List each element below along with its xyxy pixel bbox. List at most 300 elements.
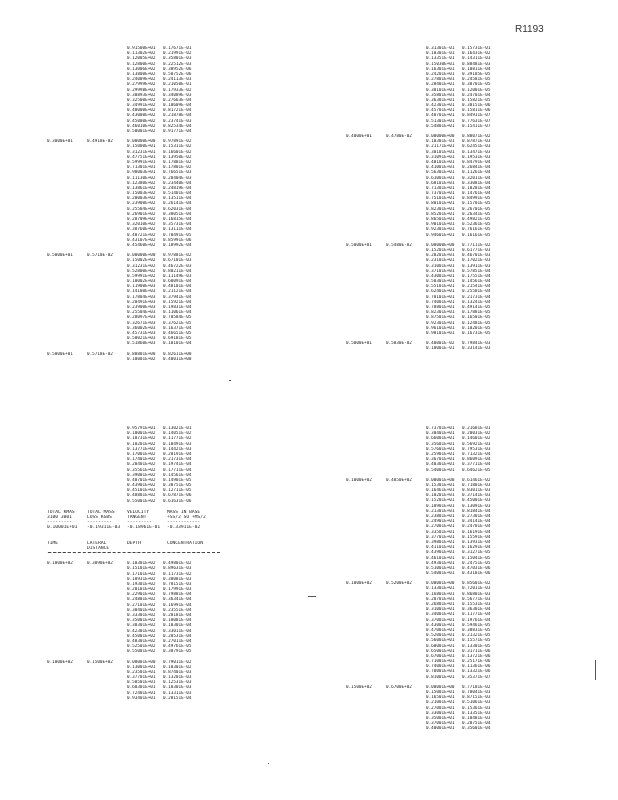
- value-cell: 0.30401E+02: [127, 607, 156, 613]
- value-cell: 0.51301E+01: [426, 118, 455, 124]
- label-blank: [346, 675, 386, 680]
- value-cell: 0.60091E-04: [163, 279, 192, 285]
- value-cell: 0.39185E-05: [462, 71, 491, 77]
- value-cell: 0.15811E-06: [462, 108, 491, 114]
- value-cell: 0.43001E+01: [426, 622, 455, 628]
- value-cell: 0.31231E+01: [127, 149, 156, 155]
- label-blank: [87, 499, 127, 504]
- value-cell: 0.83011E-03: [462, 488, 491, 494]
- value-cell: 0.39801E+01: [426, 539, 455, 545]
- value-cell: 0.15531E-03: [462, 602, 491, 607]
- value-cell: 0.24581E-05: [462, 77, 491, 83]
- final-cell: [87, 357, 127, 362]
- label-blank: [386, 124, 426, 129]
- value-cell: 0.19761E-04: [462, 617, 491, 623]
- value-cell: 0.21121E-04: [163, 289, 192, 295]
- value-cell: 0.35371E-07: [462, 674, 491, 680]
- value-cell: 0.51401E-04: [163, 191, 192, 197]
- value-cell: 0.10001E+02: [127, 431, 156, 437]
- value-cell: 0.17801E-02: [163, 165, 192, 171]
- value-cell: 0.67871E-06: [163, 493, 192, 499]
- value-cell: 0.37001E+01: [426, 617, 455, 623]
- value-cell: 0.47751E+01: [127, 154, 156, 160]
- table-header-cell: -------------: [167, 550, 203, 556]
- value-cell: 0.20491E+03: [127, 299, 156, 305]
- value-cell: 0.10731E+02: [127, 436, 156, 442]
- value-cell: 0.56301E+01: [426, 170, 455, 176]
- value-cell: 0.32010E+02: [127, 222, 156, 228]
- value-cell: 0.15361E-03: [462, 705, 491, 711]
- value-cell: 0.13021E-01: [163, 426, 192, 431]
- table-header-cell: ---------: [87, 550, 112, 556]
- value-cell: 0.19531E-03: [462, 154, 491, 160]
- value-cell: 0.37001E+01: [426, 721, 455, 727]
- value-cell: 0.45731E+03: [127, 330, 156, 336]
- value-cell: 0.28181E-04: [163, 613, 192, 618]
- value-cell: 0.10201E-05: [462, 325, 491, 331]
- value-cell: 0.21681E-01: [462, 426, 491, 431]
- value-cell: 0.43000E+02: [127, 113, 156, 119]
- value-cell: 0.95791E+01: [127, 426, 156, 431]
- label-blank: [87, 696, 127, 701]
- value-cell: 0.20191E-04: [163, 451, 192, 457]
- value-cell: 0.26701E-05: [462, 206, 491, 212]
- value-cell: 0.81841E-04: [462, 508, 491, 514]
- label-blank: [47, 341, 87, 346]
- value-cell: 0.18901E+01: [426, 503, 455, 509]
- value-cell: 0.87151E-03: [462, 695, 491, 701]
- value-cell: 0.11361E-06: [462, 664, 491, 670]
- summary-cell: ---------: [87, 520, 112, 526]
- value-cell: 0.15821E-05: [462, 97, 491, 103]
- value-cell: 0.11302E+02: [127, 51, 156, 57]
- value-cell: 0.45001E+02: [127, 633, 156, 639]
- value-cell: 0.10491E-03: [163, 441, 192, 447]
- value-cell: 0.62401E+01: [426, 289, 455, 295]
- value-cell: 0.37101E+01: [426, 268, 455, 274]
- data-row: [47, 341, 201, 346]
- label-blank: [87, 243, 127, 248]
- value-cell: 0.72401E+01: [127, 690, 156, 696]
- value-cell: 0.45001E-03: [462, 498, 491, 504]
- value-cell: 0.10609E-04: [163, 103, 192, 109]
- value-cell: 0.17804E+03: [127, 294, 156, 300]
- table-header-cell: DEPTH: [127, 540, 141, 546]
- value-cell: 0.49821E-05: [462, 217, 491, 222]
- group-label: 0.3090E+02: [87, 561, 113, 567]
- value-cell: 0.14051E-02: [163, 431, 192, 437]
- value-cell: 0.85991E-06: [163, 237, 192, 243]
- value-cell: 0.35001E+01: [426, 715, 455, 721]
- value-cell: 0.22901E+02: [127, 592, 156, 598]
- value-cell: 0.11731E-02: [163, 571, 192, 577]
- table-header-cell: DISTANCE: [87, 545, 110, 551]
- value-cell: 0.10301E-01: [426, 51, 455, 57]
- value-cell: 0.56771E-03: [462, 596, 491, 602]
- value-cell: 0.70491E-05: [163, 232, 192, 238]
- value-cell: 0.30401E+01: [426, 431, 455, 437]
- table-header-cell: --------: [47, 550, 70, 556]
- value-cell: 0.88481E-03: [462, 61, 491, 67]
- bottom-right-table-block: [346, 426, 500, 732]
- value-cell: 0.21731E-04: [462, 294, 491, 300]
- value-cell: 0.45701E+01: [426, 108, 455, 114]
- value-cell: 0.31711E-06: [462, 648, 491, 654]
- summary-values: [47, 525, 207, 530]
- value-cell: 0.69181E-05: [163, 336, 192, 342]
- value-cell: 0.38952E-06: [163, 66, 192, 72]
- group-label: 0.4850E+02: [386, 477, 412, 483]
- value-cell: 0.55001E+02: [127, 649, 156, 655]
- value-cell: 0.48301E+02: [127, 638, 156, 644]
- value-cell: 0.10201E+02: [127, 441, 156, 447]
- value-cell: 0.10301E-04: [163, 623, 192, 629]
- summary-cell: -0.19311E-03: [87, 525, 121, 531]
- summary-cell: TOTAL MASS: [87, 509, 115, 515]
- value-cell: 0.81001E+01: [426, 674, 455, 680]
- value-cell: 0.60301E+01: [127, 685, 156, 691]
- value-cell: 0.21301E+01: [426, 508, 455, 514]
- value-cell: 0.40000E+02: [127, 108, 156, 114]
- value-cell: 0.43107E+02: [127, 237, 156, 243]
- label-blank: [87, 649, 127, 654]
- value-cell: 0.43181E-06: [462, 571, 491, 577]
- value-cell: 0.86091E-04: [462, 457, 491, 463]
- label-blank: [87, 341, 127, 346]
- value-cell: 0.36301E-04: [462, 607, 491, 613]
- value-cell: 0.38760E+02: [127, 227, 156, 233]
- value-cell: 0.36301E+01: [426, 97, 455, 103]
- final-cell: [47, 357, 87, 362]
- value-cell: 0.49761E-05: [163, 644, 192, 650]
- value-cell: 0.68101E+01: [426, 180, 455, 186]
- value-cell: 0.15411E-07: [462, 123, 491, 129]
- value-cell: 0.24801E+02: [127, 597, 156, 603]
- value-cell: 0.30151E-06: [462, 103, 491, 109]
- value-cell: 0.13911E-03: [462, 263, 491, 269]
- value-cell: 0.16501E-05: [462, 315, 491, 321]
- value-cell: 0.61631E-06: [163, 498, 192, 504]
- speck-mark: [308, 596, 316, 597]
- value-cell: 0.15921E-04: [163, 299, 192, 305]
- value-cell: 0.61461E-02: [462, 477, 491, 483]
- value-cell: 0.11771E-02: [163, 436, 192, 442]
- value-cell: 0.24701E-04: [462, 524, 491, 530]
- value-cell: 0.61001E+01: [426, 175, 455, 181]
- value-cell: 0.16801E+01: [426, 591, 455, 597]
- value-cell: 0.13001E+01: [127, 664, 156, 670]
- value-cell: 0.38051E-04: [163, 211, 192, 217]
- value-cell: 0.45460E+02: [127, 242, 156, 248]
- top-left-table-block: [47, 46, 201, 362]
- data-row: [346, 331, 500, 336]
- value-cell: 0.13301E+01: [426, 586, 455, 592]
- group-label: 0.4780E-02: [386, 134, 412, 139]
- value-cell: 0.66001E+01: [426, 436, 455, 442]
- value-cell: 0.18992E-04: [163, 242, 192, 248]
- final-cell: 0.10001E+02: [127, 356, 156, 362]
- value-cell: 0.57601E+01: [426, 446, 455, 452]
- value-cell: 0.17881E-02: [163, 159, 192, 165]
- value-cell: 0.16291E-04: [462, 545, 491, 551]
- value-cell: 0.45101E+02: [127, 488, 156, 494]
- value-cell: 0.46722E-03: [163, 263, 192, 269]
- value-cell: 0.38831E-05: [462, 627, 491, 633]
- value-cell: 0.37701E+01: [127, 675, 156, 681]
- data-row: [47, 649, 207, 654]
- value-cell: 0.82301E+01: [426, 310, 455, 316]
- label-blank: [87, 129, 127, 134]
- value-cell: 0.23551E-04: [163, 607, 192, 613]
- final-cell: 0.79841E-03: [462, 341, 491, 347]
- value-cell: 0.87501E+01: [426, 315, 455, 321]
- value-cell: 0.11261E-04: [462, 170, 491, 176]
- value-cell: 0.15591E-04: [462, 534, 491, 540]
- value-cell: 0.26841E-04: [462, 165, 491, 171]
- label-blank: [346, 571, 386, 576]
- value-cell: 0.43001E+01: [426, 273, 455, 279]
- label-blank: [386, 726, 426, 731]
- value-cell: 0.20031E-02: [462, 431, 491, 437]
- value-cell: 0.11061E-04: [163, 310, 192, 316]
- value-cell: 0.62031E-04: [163, 206, 192, 212]
- value-cell: 0.32011E-04: [462, 175, 491, 181]
- value-cell: 0.17401E+02: [127, 457, 156, 463]
- label-blank: [346, 468, 386, 473]
- summary-cell: MASS IN BASE: [167, 509, 201, 515]
- value-cell: 0.20201E+01: [426, 253, 455, 259]
- label-blank: [346, 726, 386, 731]
- bottom-left-table-block: [47, 426, 207, 701]
- value-cell: 0.92301E+01: [426, 227, 455, 233]
- value-cell: 0.78151E-03: [163, 581, 192, 587]
- value-cell: 0.24113E-03: [163, 77, 192, 83]
- value-cell: 0.92301E+01: [426, 320, 455, 326]
- value-cell: 0.27001E+01: [426, 705, 455, 711]
- group-label: 0.1000E+02: [346, 477, 372, 483]
- final-cell: 0.5830E-02: [386, 341, 412, 347]
- value-cell: 0.42301E+01: [426, 103, 455, 109]
- value-cell: 0.32500E+02: [127, 97, 156, 103]
- summary-cell: 3100 3001: [47, 515, 72, 520]
- value-cell: 0.17671E-01: [163, 46, 192, 51]
- value-cell: 0.54801E+01: [426, 123, 455, 129]
- value-cell: 0.13861E+02: [127, 185, 156, 191]
- label-blank: [346, 124, 386, 129]
- value-cell: 0.50021E+03: [127, 336, 156, 342]
- value-cell: 0.37711E-04: [462, 462, 491, 468]
- value-cell: 0.40701E+02: [127, 477, 156, 483]
- value-cell: 0.51001E+01: [426, 565, 455, 571]
- value-cell: 0.14901E-05: [163, 477, 192, 483]
- value-cell: 0.64621E-05: [462, 467, 491, 473]
- value-cell: 0.24009E+02: [127, 77, 156, 83]
- value-cell: 0.16601E-02: [163, 149, 192, 155]
- value-cell: 0.16431E-02: [462, 51, 491, 57]
- value-cell: 0.26801E+01: [426, 602, 455, 607]
- value-cell: 0.30101E+01: [426, 87, 455, 93]
- value-cell: 0.85201E+01: [426, 211, 455, 217]
- data-row: [47, 243, 201, 248]
- value-cell: 0.13800E+02: [127, 71, 156, 77]
- value-cell: 0.73701E+01: [426, 191, 455, 197]
- top-right-table-block: [346, 46, 500, 352]
- value-cell: 0.10101E-04: [163, 341, 192, 347]
- value-cell: 0.13201E-03: [163, 675, 192, 681]
- value-cell: 0.13721E-06: [462, 653, 491, 659]
- value-cell: 0.50001E+02: [127, 129, 156, 134]
- label-blank: [386, 468, 426, 473]
- value-cell: 0.57851E-04: [462, 268, 491, 274]
- value-cell: 0.76161E-05: [462, 227, 491, 233]
- value-cell: 0.12481E-05: [462, 320, 491, 326]
- value-cell: 0.15041E-05: [462, 555, 491, 561]
- value-cell: 0.35731E-04: [163, 222, 192, 228]
- final-cell: 0.82611E+00: [163, 351, 192, 357]
- value-cell: 0.16371E-04: [163, 325, 192, 331]
- value-cell: 0.74001E+01: [426, 664, 455, 670]
- value-cell: 0.35801E+01: [426, 92, 455, 98]
- value-cell: 0.55001E+02: [127, 498, 156, 504]
- value-cell: 0.20401E+02: [127, 462, 156, 468]
- value-cell: 0.48701E+01: [426, 113, 455, 119]
- value-cell: 0.15571E-05: [462, 638, 491, 644]
- group-label: 0.1500E+02: [346, 684, 372, 690]
- value-cell: 0.31301E-01: [426, 46, 455, 51]
- value-cell: 0.10481E-03: [462, 715, 491, 721]
- value-cell: 0.00000E+00: [426, 134, 455, 139]
- row-spacer: [47, 531, 207, 541]
- value-cell: 0.13006E+02: [127, 66, 156, 72]
- final-cell: 0.5718E-02: [87, 351, 113, 357]
- value-cell: 0.11900E+03: [127, 284, 156, 290]
- value-cell: 0.86501E+01: [426, 217, 455, 222]
- value-cell: 0.98101E+01: [426, 330, 455, 336]
- value-cell: 0.11149E-03: [163, 273, 192, 279]
- value-cell: 0.18081E-04: [163, 618, 192, 624]
- value-cell: 0.32671E+03: [127, 320, 156, 326]
- value-cell: 0.14561E-04: [462, 279, 491, 285]
- value-cell: 0.17551E-04: [462, 273, 491, 279]
- value-cell: 0.15311E-02: [163, 144, 192, 150]
- value-cell: 0.00000E+00: [426, 242, 455, 248]
- value-cell: 0.15002E+02: [127, 258, 156, 264]
- value-cell: 0.17991E-03: [163, 587, 192, 593]
- value-cell: 0.16501E+01: [426, 695, 455, 701]
- value-cell: 0.33011E-04: [163, 628, 192, 634]
- value-cell: 0.71321E-04: [462, 451, 491, 457]
- value-cell: 0.77111E-02: [462, 242, 491, 248]
- value-cell: 0.21050E-01: [163, 82, 192, 88]
- value-cell: 0.23440E-04: [163, 180, 192, 186]
- value-cell: 0.61771E-03: [462, 247, 491, 253]
- data-row: [47, 129, 201, 134]
- value-cell: 0.50301E+01: [426, 279, 455, 285]
- summary-cell: -0.33911E-02: [167, 525, 201, 531]
- label-blank: [346, 331, 386, 336]
- value-cell: 0.81721E-04: [163, 108, 192, 114]
- value-cell: 0.10301E-01: [426, 139, 455, 145]
- group-label: 0.5480E-02: [386, 242, 412, 248]
- value-cell: 0.16301E+01: [426, 66, 455, 72]
- value-cell: 0.31091E+01: [426, 154, 455, 160]
- value-cell: 0.84991E-05: [462, 196, 491, 202]
- value-cell: 0.79531E-03: [462, 446, 491, 452]
- value-cell: 0.23801E+01: [426, 514, 455, 519]
- final-cell: [346, 346, 386, 351]
- final-cell: [386, 346, 426, 351]
- value-cell: 0.28709E+02: [127, 217, 156, 222]
- label-blank: [346, 233, 386, 238]
- value-cell: 0.15003E+02: [127, 191, 156, 197]
- value-cell: 0.77631E-07: [462, 118, 491, 124]
- value-cell: 0.00001E+00: [426, 684, 455, 690]
- value-cell: 0.34991E+02: [127, 103, 156, 109]
- value-cell: 0.48101E-04: [163, 284, 192, 290]
- value-cell: 0.14761E-04: [462, 191, 491, 197]
- value-cell: 0.11771E-04: [462, 612, 491, 618]
- value-cell: 0.84791E-04: [462, 159, 491, 165]
- value-cell: 0.10811E-04: [462, 66, 491, 72]
- speck-mark: [229, 380, 231, 381]
- value-cell: 0.00001E+00: [426, 477, 455, 483]
- value-cell: 0.27101E+02: [127, 602, 156, 608]
- summary-cell: ---------: [47, 520, 72, 526]
- summary-rule: [48, 552, 220, 553]
- value-cell: 0.37701E+01: [426, 534, 455, 540]
- value-cell: 0.78041E-03: [462, 690, 491, 695]
- value-cell: 0.33001E+01: [426, 710, 455, 716]
- value-cell: 0.17021E-03: [462, 258, 491, 264]
- data-row: [346, 675, 500, 680]
- value-cell: 0.59991E+01: [127, 159, 156, 165]
- value-cell: 0.97881E-02: [163, 253, 192, 259]
- value-cell: 0.28097E+03: [127, 315, 156, 321]
- value-cell: 0.20404E-03: [163, 175, 192, 181]
- value-cell: 0.35801E-03: [163, 56, 192, 62]
- value-cell: 0.12005E+02: [127, 56, 156, 62]
- value-cell: 0.56001E+01: [426, 638, 455, 644]
- value-cell: 0.27999E+02: [127, 82, 156, 88]
- value-cell: 0.71301E+01: [426, 185, 455, 191]
- value-cell: 0.34089E-03: [163, 92, 192, 98]
- value-cell: 0.42301E+02: [127, 628, 156, 634]
- value-cell: 0.21541E-04: [462, 284, 491, 290]
- value-cell: 0.85601E-02: [462, 581, 491, 587]
- value-cell: 0.41101E+01: [426, 545, 455, 551]
- value-cell: 0.52800E+02: [127, 268, 156, 274]
- group-label: 0.4918E-02: [87, 139, 113, 145]
- label-blank: [386, 675, 426, 680]
- value-cell: 0.31001E+01: [426, 263, 455, 269]
- data-row: [346, 233, 500, 238]
- value-cell: 0.97891E-02: [163, 139, 192, 145]
- value-cell: 0.24751E-05: [462, 560, 491, 566]
- summary-cell: ---------: [127, 520, 152, 526]
- value-cell: 0.35601E+01: [426, 441, 455, 447]
- label-blank: [47, 243, 87, 248]
- value-cell: 0.52001E+01: [426, 633, 455, 639]
- value-cell: 0.50752E-06: [163, 71, 192, 77]
- value-cell: 0.13931E-04: [462, 539, 491, 545]
- final-cell: 0.10001E-01: [426, 346, 455, 352]
- group-label: 0.5710E-02: [87, 253, 113, 259]
- value-cell: 0.20701E+01: [426, 596, 455, 602]
- value-cell: 0.78001E+01: [426, 669, 455, 675]
- value-cell: 0.90101E+01: [426, 222, 455, 228]
- value-cell: 0.31231E+02: [127, 263, 156, 269]
- summary-cell: ------------: [167, 520, 201, 526]
